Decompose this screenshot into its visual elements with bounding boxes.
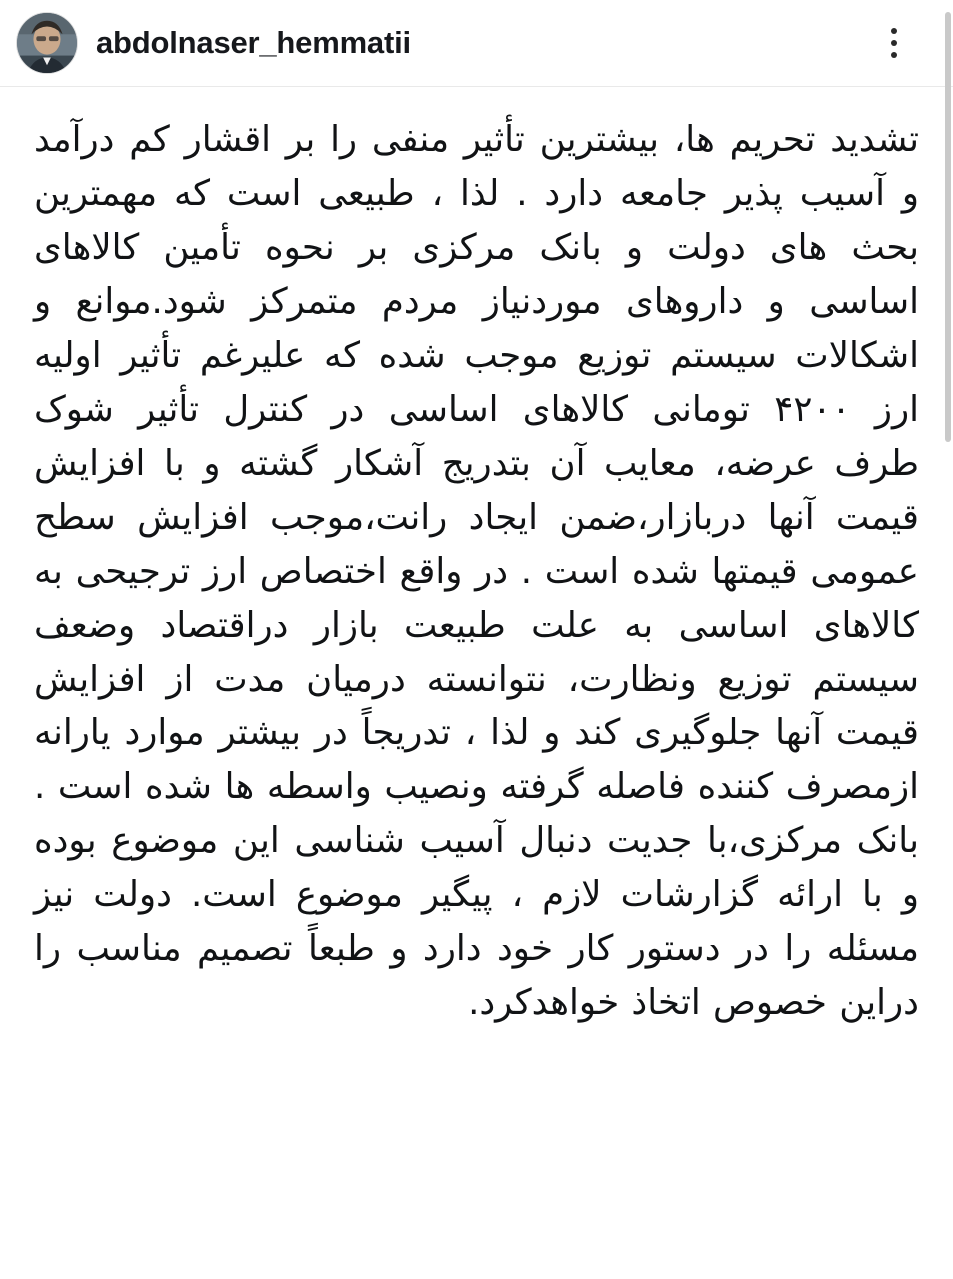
account-username[interactable]: abdolnaser_hemmatii (96, 25, 411, 60)
more-options-icon[interactable] (877, 19, 911, 67)
scrollbar-thumb[interactable] (945, 12, 951, 442)
profile-photo-icon (17, 13, 77, 73)
scrollbar-track[interactable] (943, 0, 953, 1279)
post-caption-text: تشدید تحریم ها، بیشترین تأثیر منفی را بر اقشار کم درآمد و آسیب پذیر جامعه دارد . لذا ، طبیعی است که مهمترین بحث های دولت و بانک مرکزی بر نحوه تأمین کالاهای اساسی و داروهای موردنیاز مردم متمرکز شود.موانع و اشکالات سیستم توزیع موجب شده که علیرغم تأثیر اولیه ارز ۴۲۰۰ تومانی کالاهای اساسی در کنترل تأثیر شوک طرف عرضه، معایب آن بتدریج آشکار گشته و با افزایش قیمت آنها دربازار،ضمن ایجاد رانت،موجب افزایش سطح عمومی قیمتها شده است . در واقع اختصاص ارز ترجیحی به کالاهای اساسی به علت طبیعت بازار دراقتصاد وضعف سیستم توزیع ونظارت، نتوانسته درمیان مدت از افزایش قیمت آنها جلوگیری کند و لذا ، تدریجاً در بیشتر موارد یارانه ازمصرف کننده فاصله گرفته ونصیب واسطه ها شده است . بانک مرکزی،با جدیت دنبال آسیب شناسی این موضوع بوده و با ارائه گزارشات لازم ، پیگیر موضوع است. دولت نیز مسئله را در دستور کار خود دارد و طبعاً تصمیم مناسب را دراین خصوص اتخاذ خواهدکرد. (21, 119, 920, 1024)
post-header (0, 0, 953, 86)
more-dot-2 (891, 40, 897, 46)
more-dot-3 (891, 52, 897, 58)
post-body (0, 87, 953, 1279)
avatar[interactable] (16, 12, 78, 74)
more-dot-1 (891, 28, 897, 34)
